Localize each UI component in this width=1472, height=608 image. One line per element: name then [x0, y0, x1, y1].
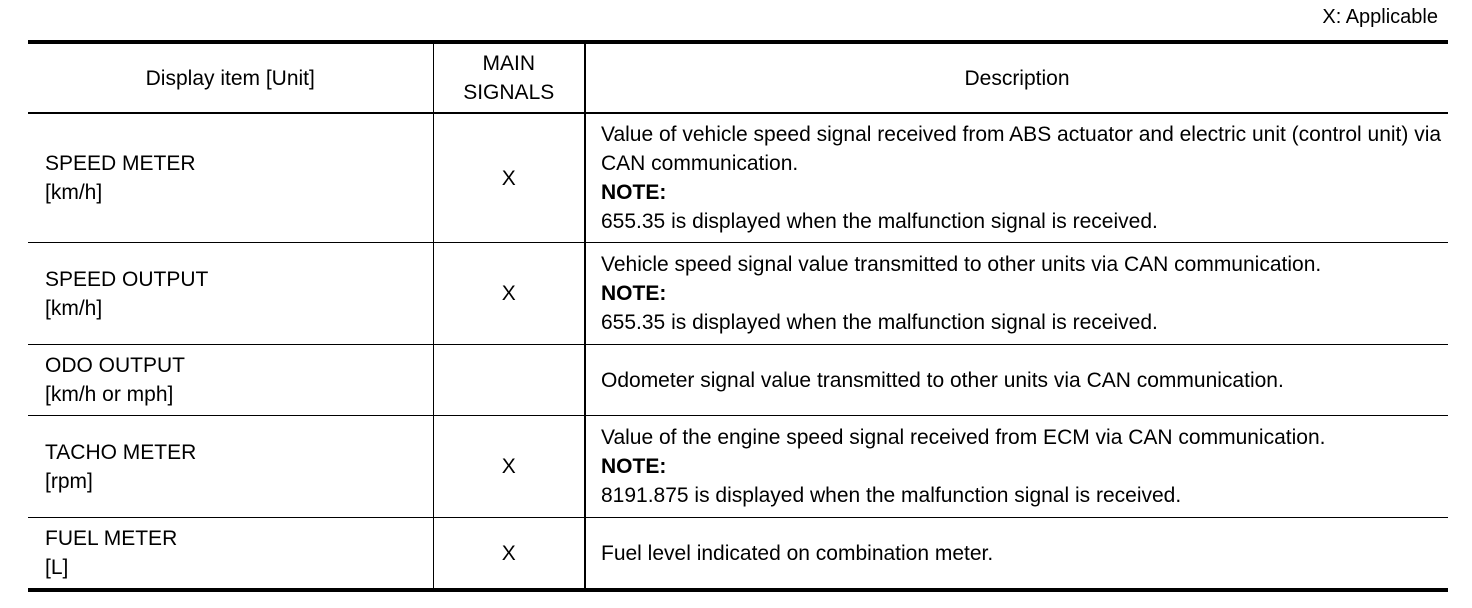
description-text: Value of the engine speed signal received from ECM via CAN communication.	[601, 426, 1326, 449]
item-name: TACHO METER	[45, 440, 197, 464]
item-cell	[28, 243, 433, 345]
description-cell	[585, 345, 1448, 416]
description-cell	[585, 416, 1448, 518]
description-text: Fuel level indicated on combination meter.	[601, 541, 994, 565]
table-row	[28, 416, 1448, 518]
table-row	[28, 345, 1448, 416]
note-label: NOTE:	[601, 181, 667, 204]
header-main-signals	[433, 42, 585, 113]
note-text: 8191.875 is displayed when the malfunction signal is received.	[601, 484, 1182, 507]
item-cell	[28, 416, 433, 518]
table-row	[28, 518, 1448, 591]
item-cell	[28, 518, 433, 591]
legend-applicable: X: Applicable	[1322, 6, 1438, 28]
main-signal-mark: X	[433, 518, 585, 591]
note-text: 655.35 is displayed when the malfunction signal is received.	[601, 311, 1158, 334]
item-name: SPEED METER	[45, 152, 196, 175]
note-label: NOTE:	[601, 282, 667, 305]
main-signal-mark: X	[433, 243, 585, 345]
table-header-row	[28, 42, 1448, 113]
item-name: FUEL METER	[45, 527, 178, 550]
description-cell	[585, 518, 1448, 591]
description-cell	[585, 113, 1448, 243]
item-unit: [km/h]	[45, 181, 103, 204]
description-text: Value of vehicle speed signal received from ABS actuator and electric unit (control unit) via CAN communication.	[601, 123, 1442, 175]
table-row	[28, 243, 1448, 345]
header-main-line2: SIGNALS	[463, 81, 555, 104]
item-unit: [km/h]	[45, 296, 103, 320]
item-unit: [L]	[45, 556, 69, 579]
description-text: Vehicle speed signal value transmitted to other units via CAN communication.	[601, 253, 1322, 276]
item-name: SPEED OUTPUT	[45, 267, 209, 291]
main-signal-mark: X	[433, 113, 585, 243]
header-main-line1: MAIN	[482, 52, 535, 75]
description-cell	[585, 243, 1448, 345]
table-row	[28, 113, 1448, 243]
item-unit: [km/h or mph]	[45, 383, 174, 406]
item-cell	[28, 345, 433, 416]
header-description: Description	[964, 66, 1070, 90]
note-label: NOTE:	[601, 455, 667, 478]
item-cell	[28, 113, 433, 243]
item-unit: [rpm]	[45, 469, 93, 493]
main-signal-mark	[433, 345, 585, 416]
note-text: 655.35 is displayed when the malfunction signal is received.	[601, 210, 1158, 233]
item-name: ODO OUTPUT	[45, 354, 185, 377]
main-signal-mark: X	[433, 416, 585, 518]
header-display-item: Display item [Unit]	[28, 42, 433, 113]
description-text: Odometer signal value transmitted to other units via CAN communication.	[601, 368, 1284, 392]
display-items-table	[28, 40, 1448, 592]
